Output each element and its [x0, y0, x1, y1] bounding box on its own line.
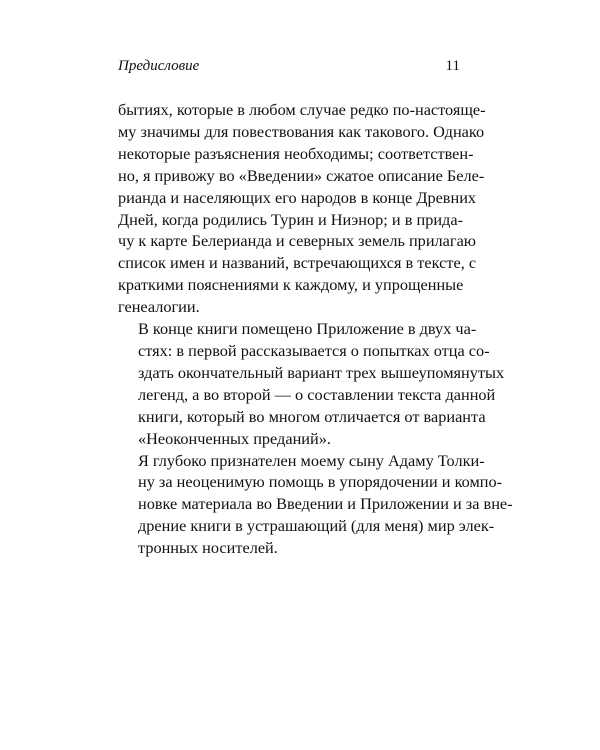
text-line: му значимы для повествования как такового. Однако [118, 121, 485, 141]
text-line: новке материала во Введении и Приложении и за вне- [138, 494, 513, 514]
text-line: бытиях, которые в любом случае редко по-настояще- [118, 100, 486, 119]
text-line: «Неоконченных преданий». [138, 428, 331, 448]
text-line: некоторые разъяснения необходимы; соответствен- [118, 143, 474, 163]
paragraph-3 [118, 450, 513, 560]
text-line: генеалогии. [118, 297, 200, 317]
text-line: тронных носителей. [138, 538, 278, 558]
text-line: книги, который во многом отличается от варианта [138, 406, 486, 426]
text-line: краткими пояснениями к каждому, и упрощенные [118, 275, 464, 295]
text-line: ну за неоценимую помощь в упорядочении и компо- [138, 472, 503, 492]
text-line: но, я привожу во «Введении» сжатое описание Беле- [118, 165, 485, 185]
text-line: В конце книги помещено Приложение в двух ча- [138, 319, 477, 339]
text-line: чу к карте Белерианда и северных земель прилагаю [118, 231, 476, 251]
text-line: рианда и населяющих его народов в конце Древних [118, 187, 477, 207]
paragraph-2 [118, 318, 505, 449]
text-line: стях: в первой рассказывается о попытках отца со- [138, 340, 490, 360]
body-text [118, 99, 513, 559]
text-line: Я глубоко признателен моему сыну Адаму Толки- [138, 450, 485, 470]
text-line: Дней, когда родились Турин и Ниэнор; и в прида- [118, 209, 463, 229]
text-line: список имен и названий, встречающихся в тексте, с [118, 253, 477, 273]
paragraph-1 [118, 99, 486, 318]
page-number: 11 [445, 58, 460, 74]
text-line: дрение книги в устрашающий (для меня) мир элек- [138, 516, 495, 536]
text-line: легенд, а во второй — о составлении текста данной [138, 384, 496, 404]
running-head-title: Предисловие [118, 58, 200, 74]
text-line: здать окончательный вариант трех вышеупомянутых [138, 362, 505, 382]
